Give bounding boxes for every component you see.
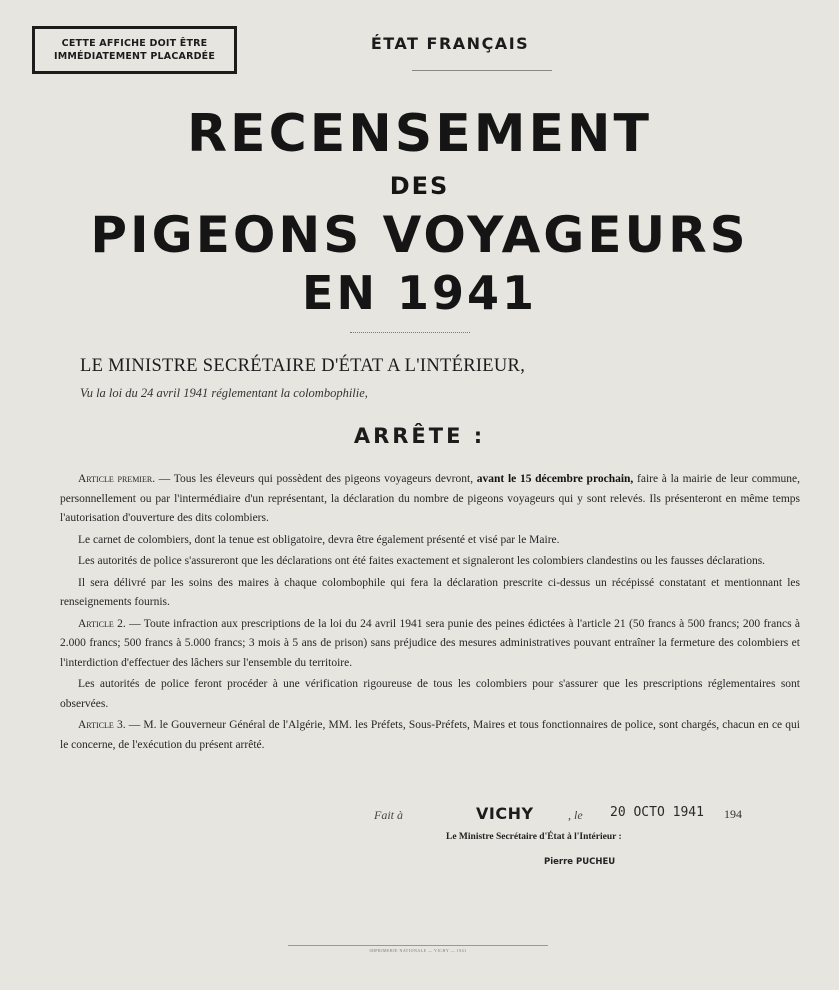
title-line-1: RECENSEMENT — [187, 104, 652, 164]
placard-notice-badge — [32, 26, 237, 74]
article-1-text-a: — Tous les éleveurs qui possèdent des pigeons voyageurs devront, — [155, 473, 477, 485]
paragraph-verification: Les autorités de police feront procéder à une vérification rigoureuse de tous les colombiers pour s'assurer que les prescriptions réglementaires sont observées. — [60, 678, 800, 710]
article-2-text: — Toute infraction aux prescriptions de la loi du 24 avril 1941 sera punie des peines édictées à l'article 21 (50 francs à 500 francs; 200 francs à 2.000 francs; 500 francs à 5.000 francs; 3 mois à 5 ans de prison) sans préjudice des mesures administratives pouvant entraîner la fermeture des colombiers et l'interdiction d'effectuer des lâchers sur l'ensemble du territoire. — [60, 617, 801, 669]
article-1-text-b: faire à la mairie de leur commune, personnellement ou par l'intermédiaire d'un représentant, la déclaration du nombre de pigeons voyageurs qui y sont relevés. Ils présenteront en même temps l'autorisation d'ouverture des dits colombiers. — [60, 473, 801, 524]
article-2 — [60, 615, 800, 674]
decree-heading: ARRÊTE : — [353, 424, 486, 448]
signature-name: Pierre PUCHEU — [544, 857, 616, 867]
article-3-text: — M. le Gouverneur Général de l'Algérie, MM. les Préfets, Sous-Préfets, Maires et tous fonctionnaires de police, sont chargés, chacun en ce qui le concerne, de l'exécution du présent arrêté. — [60, 719, 801, 751]
signature-date-stamp: 20 OCTO 1941 — [610, 805, 704, 820]
article-1-deadline: avant le 15 décembre prochain, — [476, 473, 634, 485]
article-1 — [60, 470, 800, 529]
title-line-2: DES — [389, 172, 450, 200]
paragraph-police: Les autorités de police s'assureront que les déclarations ont été faites exactement et signaleront les colombiers clandestins ou les fausses déclarations. — [78, 555, 766, 567]
title-divider — [350, 332, 470, 333]
title-line-3: PIGEONS VOYAGEURS — [90, 206, 749, 264]
article-1-lead: Article premier. — [78, 473, 156, 485]
title-line-4: EN 1941 — [302, 266, 537, 320]
badge-line-1: CETTE AFFICHE DOIT ÊTRE — [61, 38, 208, 49]
legal-basis: Vu la loi du 24 avril 1941 réglementant la colombophilie, — [80, 386, 368, 400]
paragraph-recepisse: Il sera délivré par les soins des maires à chaque colombophile qui fera la déclaration prescrite ci-dessus un récépissé constatant et mentionnant les renseignements fournis. — [60, 576, 800, 608]
header-divider — [412, 70, 552, 71]
paragraph-carnet: Le carnet de colombiers, dont la tenue est obligatoire, devra être également présenté et visé par le Maire. — [78, 533, 560, 546]
signature-title: Le Ministre Secrétaire d'État à l'Intérieur : — [446, 832, 622, 842]
signature-le: , le — [568, 808, 583, 822]
signature-city: VICHY — [476, 804, 534, 823]
signature-fait: Fait à — [374, 808, 403, 822]
signature-year: 194 — [724, 807, 742, 821]
decree-body — [60, 470, 800, 757]
printer-imprint: IMPRIMERIE NATIONALE — VICHY — 1941 — [288, 945, 548, 953]
minister-heading: LE MINISTRE SECRÉTAIRE D'ÉTAT A L'INTÉRIEUR, — [80, 356, 526, 376]
article-2-lead: Article 2. — [78, 617, 126, 630]
state-header: ÉTAT FRANÇAIS — [370, 34, 530, 53]
article-3 — [60, 716, 800, 755]
article-3-lead: Article 3. — [78, 719, 126, 731]
badge-line-2: IMMÉDIATEMENT PLACARDÉE — [53, 51, 216, 62]
